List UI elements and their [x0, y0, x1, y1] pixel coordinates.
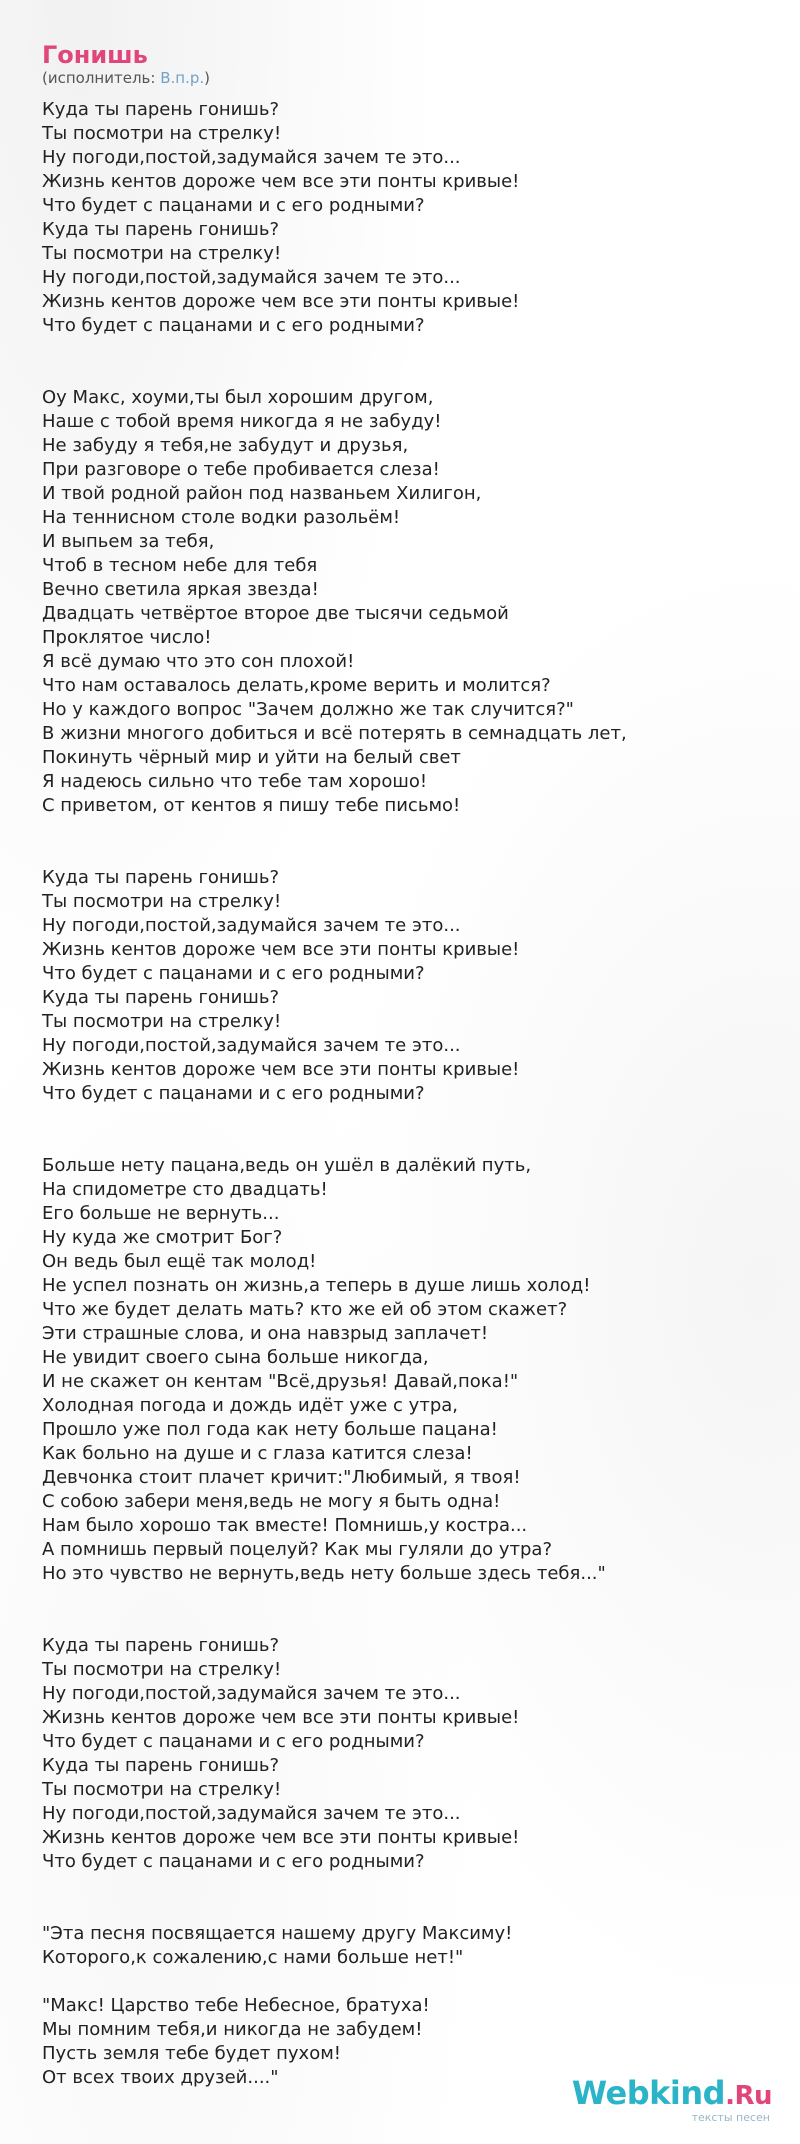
- lyric-line: Ты посмотри на стрелку!: [42, 1659, 282, 1680]
- lyric-line: При разговоре о тебе пробивается слеза!: [42, 459, 440, 480]
- lyrics-stanza: [42, 1634, 762, 1874]
- logo-tld: .Ru: [725, 2081, 772, 2111]
- lyric-line: Что будет с пацанами и с его родными?: [42, 1083, 425, 1104]
- lyric-line: И не скажет он кентам "Всё,друзья! Давай,пока!": [42, 1371, 519, 1392]
- lyric-line: Ну погоди,постой,задумайся зачем те это...: [42, 1035, 461, 1056]
- artist-prefix: (исполнитель:: [42, 69, 161, 87]
- lyric-line: Его больше не вернуть...: [42, 1203, 280, 1224]
- lyric-line: Ну погоди,постой,задумайся зачем те это...: [42, 915, 461, 936]
- lyric-line: Чтоб в тесном небе для тебя: [42, 555, 318, 576]
- stanza-gap: [42, 1970, 762, 1994]
- logo-wordmark: [572, 2076, 772, 2113]
- lyric-line: Ты посмотри на стрелку!: [42, 1779, 282, 1800]
- lyric-line: Что будет с пацанами и с его родными?: [42, 315, 425, 336]
- stanza-gap: [42, 1106, 762, 1154]
- lyric-line: Жизнь кентов дороже чем все эти понты кривые!: [42, 1707, 520, 1728]
- stanza-gap: [42, 338, 762, 386]
- lyric-line: Что будет с пацанами и с его родными?: [42, 195, 425, 216]
- lyric-line: Ну куда же смотрит Бог?: [42, 1227, 283, 1248]
- artist-link[interactable]: В.п.р.: [160, 69, 205, 87]
- song-title: Гонишь: [42, 41, 148, 69]
- lyric-line: Куда ты парень гонишь?: [42, 1635, 280, 1656]
- lyric-line: Как больно на душе и с глаза катится слеза!: [42, 1443, 473, 1464]
- stanza-gap: [42, 1874, 762, 1922]
- artist-suffix: ): [204, 69, 210, 87]
- lyrics-body: [42, 98, 762, 2090]
- lyric-line: Что будет с пацанами и с его родными?: [42, 1851, 425, 1872]
- lyric-line: Ты посмотри на стрелку!: [42, 1011, 282, 1032]
- lyric-line: От всех твоих друзей....": [42, 2067, 279, 2088]
- lyric-line: Ты посмотри на стрелку!: [42, 243, 282, 264]
- lyric-line: Я всё думаю что это сон плохой!: [42, 651, 355, 672]
- logo-main-text: Webkind: [571, 2074, 726, 2112]
- lyrics-stanza: [42, 1922, 762, 1970]
- lyric-line: В жизни многого добиться и всё потерять в семнадцать лет,: [42, 723, 627, 744]
- lyric-line: Вечно светила яркая звезда!: [42, 579, 319, 600]
- lyric-line: Что нам оставалось делать,кроме верить и молится?: [42, 675, 551, 696]
- lyric-line: И твой родной район под названьем Хилигон,: [42, 483, 482, 504]
- lyric-line: Что же будет делать мать? кто же ей об этом скажет?: [42, 1299, 568, 1320]
- lyrics-stanza: [42, 386, 762, 818]
- lyric-line: На спидометре сто двадцать!: [42, 1179, 328, 1200]
- lyric-line: Он ведь был ещё так молод!: [42, 1251, 317, 1272]
- lyric-line: Куда ты парень гонишь?: [42, 1755, 280, 1776]
- lyric-line: Что будет с пацанами и с его родными?: [42, 963, 425, 984]
- lyric-line: Ну погоди,постой,задумайся зачем те это...: [42, 1803, 461, 1824]
- lyric-line: Девчонка стоит плачет кричит:"Любимый, я твоя!: [42, 1467, 521, 1488]
- lyrics-stanza: [42, 1154, 762, 1586]
- lyric-line: Эти страшные слова, и она навзрыд заплачет!: [42, 1323, 489, 1344]
- lyric-line: Куда ты парень гонишь?: [42, 219, 280, 240]
- lyric-line: Куда ты парень гонишь?: [42, 987, 280, 1008]
- lyric-line: Но это чувство не вернуть,ведь нету больше здесь тебя...": [42, 1563, 606, 1584]
- lyric-line: Ну погоди,постой,задумайся зачем те это...: [42, 267, 461, 288]
- artist-line: [42, 69, 210, 88]
- lyric-line: Ну погоди,постой,задумайся зачем те это...: [42, 147, 461, 168]
- lyric-line: Жизнь кентов дороже чем все эти понты кривые!: [42, 171, 520, 192]
- lyric-line: Пусть земля тебе будет пухом!: [42, 2043, 341, 2064]
- lyric-line: Ты посмотри на стрелку!: [42, 123, 282, 144]
- logo-tagline: тексты песен: [691, 2111, 770, 2124]
- lyric-line: Я надеюсь сильно что тебе там хорошо!: [42, 771, 428, 792]
- lyric-line: Что будет с пацанами и с его родными?: [42, 1731, 425, 1752]
- lyrics-stanza: [42, 98, 762, 338]
- lyric-line: Покинуть чёрный мир и уйти на белый свет: [42, 747, 461, 768]
- lyric-line: Не увидит своего сына больше никогда,: [42, 1347, 429, 1368]
- site-logo[interactable]: [572, 2076, 772, 2124]
- song-header: [42, 40, 210, 88]
- lyric-line: Но у каждого вопрос "Зачем должно же так случится?": [42, 699, 574, 720]
- lyric-line: Не успел познать он жизнь,а теперь в душе лишь холод!: [42, 1275, 591, 1296]
- lyric-line: С собою забери меня,ведь не могу я быть одна!: [42, 1491, 501, 1512]
- lyric-line: Прошло уже пол года как нету больше пацана!: [42, 1419, 498, 1440]
- lyric-line: "Эта песня посвящается нашему другу Максиму!: [42, 1923, 513, 1944]
- stanza-gap: [42, 818, 762, 866]
- lyric-line: Не забуду я тебя,не забудут и друзья,: [42, 435, 409, 456]
- lyric-line: И выпьем за тебя,: [42, 531, 215, 552]
- lyric-line: Ну погоди,постой,задумайся зачем те это...: [42, 1683, 461, 1704]
- lyric-line: Куда ты парень гонишь?: [42, 867, 280, 888]
- lyric-line: Проклятое число!: [42, 627, 212, 648]
- lyric-line: Жизнь кентов дороже чем все эти понты кривые!: [42, 291, 520, 312]
- lyric-line: Больше нету пацана,ведь он ушёл в далёкий путь,: [42, 1155, 532, 1176]
- lyric-line: Жизнь кентов дороже чем все эти понты кривые!: [42, 939, 520, 960]
- lyric-line: Которого,к сожалению,с нами больше нет!": [42, 1947, 464, 1968]
- lyric-line: Нам было хорошо так вместе! Помнишь,у костра...: [42, 1515, 528, 1536]
- lyric-line: Ты посмотри на стрелку!: [42, 891, 282, 912]
- stanza-gap: [42, 1586, 762, 1634]
- lyric-line: А помнишь первый поцелуй? Как мы гуляли до утра?: [42, 1539, 553, 1560]
- lyric-line: Двадцать четвёртое второе две тысячи седьмой: [42, 603, 509, 624]
- lyric-line: Куда ты парень гонишь?: [42, 99, 280, 120]
- lyric-line: Мы помним тебя,и никогда не забудем!: [42, 2019, 423, 2040]
- lyric-line: На теннисном столе водки разольём!: [42, 507, 401, 528]
- lyric-line: Жизнь кентов дороже чем все эти понты кривые!: [42, 1059, 520, 1080]
- lyric-line: С приветом, от кентов я пишу тебе письмо!: [42, 795, 461, 816]
- lyric-line: Жизнь кентов дороже чем все эти понты кривые!: [42, 1827, 520, 1848]
- lyric-line: Холодная погода и дождь идёт уже с утра,: [42, 1395, 458, 1416]
- lyric-line: Оу Макс, хоуми,ты был хорошим другом,: [42, 387, 434, 408]
- lyric-line: Наше с тобой время никогда я не забуду!: [42, 411, 442, 432]
- lyric-line: "Макс! Царство тебе Небесное, братуха!: [42, 1995, 430, 2016]
- lyrics-stanza: [42, 866, 762, 1106]
